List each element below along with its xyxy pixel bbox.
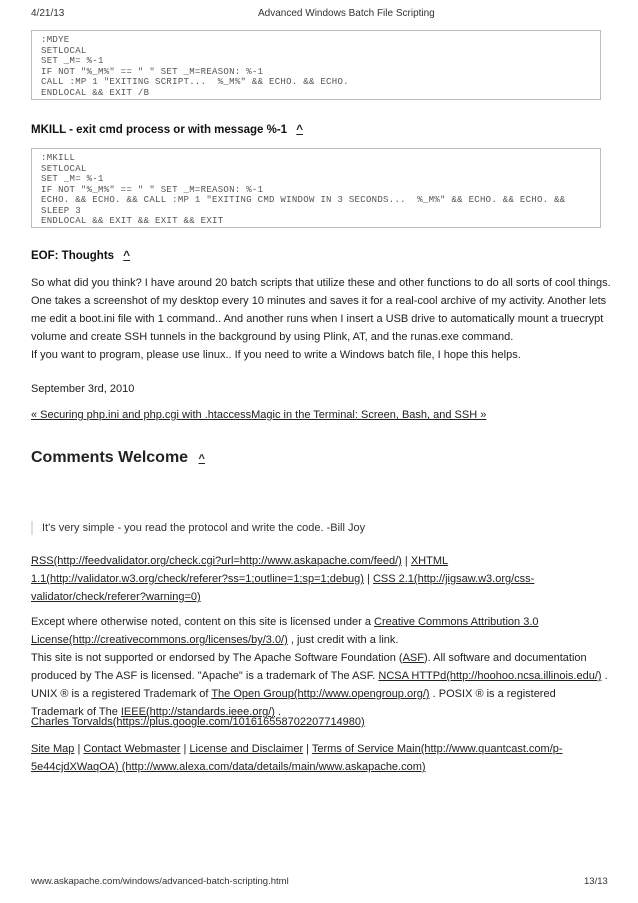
xhtml-link[interactable]: XHTML 1.1(http://validator.w3.org/check/referer?ss=1;outline=1;sp=1;debug) bbox=[31, 555, 449, 585]
code-line: SETLOCAL bbox=[41, 163, 87, 174]
print-header-date: 4/21/13 bbox=[31, 8, 65, 19]
code-line: SET _M= %-1 bbox=[41, 174, 104, 184]
alexa-link[interactable]: (http://www.alexa.com/data/details/main/www.askapache.com) bbox=[118, 761, 426, 773]
asf-link[interactable]: ASF bbox=[402, 652, 424, 664]
code-line: SET _M= %-1 bbox=[41, 56, 104, 66]
code-line: ENDLOCAL && EXIT /B bbox=[41, 87, 150, 98]
back-to-top-link[interactable]: ^ bbox=[296, 124, 303, 136]
code-line: :MDYE bbox=[41, 35, 70, 45]
separator: | bbox=[401, 555, 411, 567]
code-block-mkill bbox=[31, 148, 601, 228]
code-line: IF NOT "%_M%" == " " SET _M=REASON: %-1 bbox=[41, 184, 264, 195]
prev-post-link[interactable]: « Securing php.ini and php.cgi with .htaccess bbox=[31, 409, 252, 421]
code-line: IF NOT "%_M%" == " " SET _M=REASON: %-1 bbox=[41, 66, 264, 77]
quote: It's very simple - you read the protocol and write the code. -Bill Joy bbox=[31, 521, 365, 535]
license-text: Except where otherwise noted, content on this site is licensed under a bbox=[31, 616, 375, 628]
comments-heading bbox=[31, 449, 205, 467]
css-link[interactable]: CSS 2.1(http://jigsaw.w3.org/css-validator/check/referer?warning=0) bbox=[31, 573, 535, 603]
contact-link[interactable]: Contact Webmaster bbox=[83, 743, 181, 755]
license-text: . bbox=[274, 706, 282, 718]
site-map-link[interactable]: Site Map bbox=[31, 743, 75, 755]
validator-links bbox=[31, 552, 611, 606]
print-footer-url: www.askapache.com/windows/advanced-batch-scripting.html bbox=[31, 876, 289, 887]
back-to-top-link[interactable]: ^ bbox=[198, 453, 205, 465]
section-heading-eof bbox=[31, 250, 130, 262]
cc-license-link[interactable]: Creative Commons Attribution 3.0 License(http://creativecommons.org/licenses/by/3.0/) bbox=[31, 616, 539, 646]
license-text: . POSIX ® is a registered Trademark of The bbox=[31, 688, 556, 718]
code-line: ECHO. && ECHO. && CALL :MP 1 "EXITING CMD WINDOW IN 3 SECONDS... %_M%" && ECHO. && ECHO. && bbox=[41, 195, 566, 205]
author-line bbox=[31, 713, 611, 731]
site-links bbox=[31, 740, 611, 776]
separator: | bbox=[303, 743, 312, 755]
license-notice bbox=[31, 613, 611, 721]
ieee-link[interactable]: IEEE(http://standards.ieee.org/) bbox=[120, 706, 275, 718]
author-link[interactable]: Charles Torvalds(https://plus.google.com/101616558702207714980) bbox=[31, 716, 365, 728]
code-line: SETLOCAL bbox=[41, 45, 87, 56]
post-navigation bbox=[31, 406, 611, 424]
code-block-mdye bbox=[31, 30, 601, 100]
next-post-link[interactable]: Magic in the Terminal: Screen, Bash, and SSH » bbox=[251, 409, 487, 421]
code-line: ENDLOCAL && EXIT && EXIT && EXIT bbox=[41, 216, 224, 226]
code-line: SLEEP 3 bbox=[41, 205, 81, 216]
license-text: , just credit with a link. bbox=[287, 634, 399, 646]
license-text: ). All software and documentation produced by The ASF is licensed. "Apache" is a trademark of The ASF. bbox=[31, 652, 587, 682]
code-line: :MKILL bbox=[41, 153, 76, 163]
license-disclaimer-link[interactable]: License and Disclaimer bbox=[189, 743, 304, 755]
separator: | bbox=[363, 573, 373, 585]
license-text: . UNIX ® is a registered Trademark of bbox=[31, 670, 608, 700]
code-line: CALL :MP 1 "EXITING SCRIPT... %_M%" && ECHO. && ECHO. bbox=[41, 77, 349, 87]
rss-link[interactable]: RSS(http://feedvalidator.org/check.cgi?url=http://www.askapache.com/feed/) bbox=[31, 555, 402, 567]
section-title: MKILL - exit cmd process or with message %-1 bbox=[31, 124, 288, 136]
comments-title: Comments Welcome bbox=[31, 449, 189, 466]
print-footer-page: 13/13 bbox=[584, 876, 608, 887]
back-to-top-link[interactable]: ^ bbox=[123, 250, 130, 262]
ncsa-link[interactable]: NCSA HTTPd(http://hoohoo.ncsa.illinois.edu/) bbox=[378, 670, 602, 682]
body-paragraph: So what did you think? I have around 20 batch scripts that utilize these and other functions to do all sorts of cool things. One takes a screenshot of my desktop every 10 minutes and saves it for a real-cool archive of my activity. Another lets me edit a boot.ini file with 1 command.. And another runs when I insert a USB drive to automatically mount a truecrypt volume and create SSH tunnels in the background by using Plink, AT, and the runas.exe command. bbox=[31, 277, 611, 343]
opengroup-link[interactable]: The Open Group(http://www.opengroup.org/) bbox=[211, 688, 430, 700]
terms-link[interactable]: Terms of Service Main(http://www.quantcast.com/p-5e44cjdXWaqOA) bbox=[31, 743, 563, 773]
license-text: This site is not supported or endorsed by The Apache Software Foundation ( bbox=[31, 652, 403, 664]
separator: | bbox=[180, 743, 190, 755]
section-title: EOF: Thoughts bbox=[31, 250, 115, 262]
section-heading-mkill bbox=[31, 124, 303, 136]
body-paragraph: If you want to program, please use linux.. If you need to write a Windows batch file, I hope this helps. bbox=[31, 349, 521, 361]
print-header-title: Advanced Windows Batch File Scripting bbox=[258, 8, 435, 19]
separator: | bbox=[74, 743, 84, 755]
post-date: September 3rd, 2010 bbox=[31, 383, 135, 395]
